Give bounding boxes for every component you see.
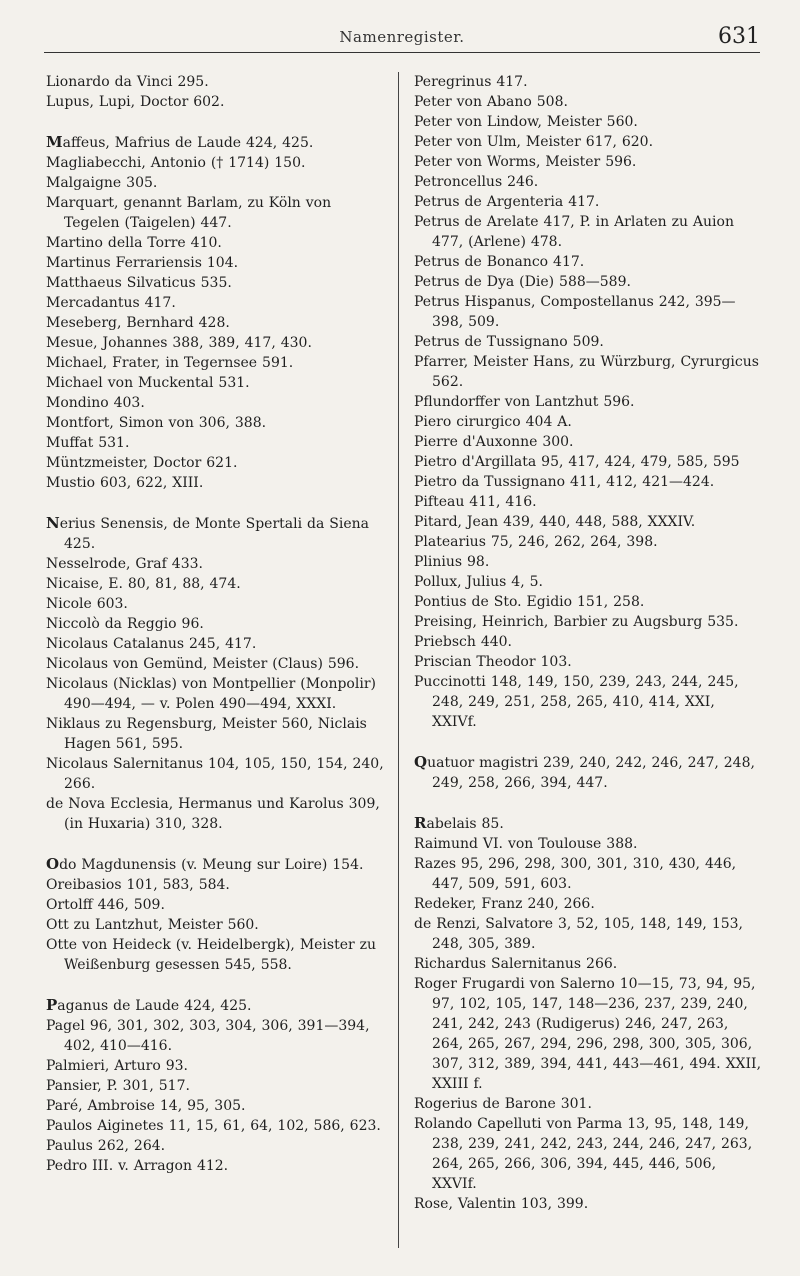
index-entry: Pagel 96, 301, 302, 303, 304, 306, 391—394, 402, 410—416. bbox=[46, 1018, 370, 1054]
index-entry: Magliabecchi, Antonio († 1714) 150. bbox=[46, 155, 306, 171]
index-column-left bbox=[46, 72, 384, 1176]
index-entry: Peter von Worms, Meister 596. bbox=[414, 154, 637, 170]
index-entry: Raimund VI. von Toulouse 388. bbox=[414, 836, 638, 852]
index-entry: Muffat 531. bbox=[46, 435, 130, 451]
section-gap bbox=[46, 975, 384, 995]
index-entry: Petrus de Arelate 417, P. in Arlaten zu Auion 477, (Arlene) 478. bbox=[414, 214, 734, 250]
index-entry: Rabelais 85. bbox=[414, 814, 504, 832]
column-divider bbox=[398, 72, 399, 1248]
index-entry: Petrus de Bonanco 417. bbox=[414, 254, 585, 270]
index-entry: Pifteau 411, 416. bbox=[414, 494, 537, 510]
index-entry: Petrus de Tussignano 509. bbox=[414, 334, 604, 350]
index-entry: Maffeus, Mafrius de Laude 424, 425. bbox=[46, 133, 314, 151]
index-column-right bbox=[414, 72, 764, 1214]
index-entry: Nicole 603. bbox=[46, 596, 128, 612]
index-entry: Lupus, Lupi, Doctor 602. bbox=[46, 94, 225, 110]
index-entry: Niklaus zu Regensburg, Meister 560, Niclais Hagen 561, 595. bbox=[46, 716, 367, 752]
index-entry: Martinus Ferrariensis 104. bbox=[46, 255, 239, 271]
index-entry: Mondino 403. bbox=[46, 395, 145, 411]
index-entry: Rolando Capelluti von Parma 13, 95, 148, 149, 238, 239, 241, 242, 243, 244, 246, 247, 263, 264, 265, 266, 306, 394, 445, 446, 506, XXVIf. bbox=[414, 1116, 753, 1192]
index-entry: Pietro da Tussignano 411, 412, 421—424. bbox=[414, 474, 715, 490]
index-entry: Marquart, genannt Barlam, zu Köln von Tegelen (Taigelen) 447. bbox=[46, 195, 332, 231]
page-header bbox=[44, 22, 760, 54]
index-entry: Montfort, Simon von 306, 388. bbox=[46, 415, 267, 431]
index-entry: Petroncellus 246. bbox=[414, 174, 539, 190]
index-entry: Puccinotti 148, 149, 150, 239, 243, 244, 245, 248, 249, 251, 258, 265, 410, 414, XXI, XXIVf. bbox=[414, 674, 739, 730]
index-entry: Martino della Torre 410. bbox=[46, 235, 222, 251]
index-entry: Mercadantus 417. bbox=[46, 295, 176, 311]
section-gap bbox=[414, 732, 764, 752]
index-entry: Pollux, Julius 4, 5. bbox=[414, 574, 543, 590]
index-entry: Matthaeus Silvaticus 535. bbox=[46, 275, 232, 291]
index-entry: Nicolaus von Gemünd, Meister (Claus) 596. bbox=[46, 656, 360, 672]
index-entry: Niccolò da Reggio 96. bbox=[46, 616, 204, 632]
index-entry: Pitard, Jean 439, 440, 448, 588, XXXIV. bbox=[414, 514, 696, 530]
index-entry: Ott zu Lantzhut, Meister 560. bbox=[46, 917, 259, 933]
index-entry: Richardus Salernitanus 266. bbox=[414, 956, 618, 972]
index-entry: Palmieri, Arturo 93. bbox=[46, 1058, 189, 1074]
index-entry: de Nova Ecclesia, Hermanus und Karolus 309, (in Huxaria) 310, 328. bbox=[46, 796, 380, 832]
index-entry: Rose, Valentin 103, 399. bbox=[414, 1196, 589, 1212]
index-entry: Pflundorffer von Lantzhut 596. bbox=[414, 394, 635, 410]
index-entry: Odo Magdunensis (v. Meung sur Loire) 154. bbox=[46, 855, 364, 873]
index-entry: Redeker, Franz 240, 266. bbox=[414, 896, 595, 912]
index-entry: Razes 95, 296, 298, 300, 301, 310, 430, 446, 447, 509, 591, 603. bbox=[414, 856, 737, 892]
page-number: 631 bbox=[718, 24, 760, 49]
index-entry: Ortolff 446, 509. bbox=[46, 897, 165, 913]
index-entry: Mesue, Johannes 388, 389, 417, 430. bbox=[46, 335, 312, 351]
index-entry: Peter von Lindow, Meister 560. bbox=[414, 114, 638, 130]
index-entry: Quatuor magistri 239, 240, 242, 246, 247, 248, 249, 258, 266, 394, 447. bbox=[414, 753, 755, 791]
index-entry: Nicaise, E. 80, 81, 88, 474. bbox=[46, 576, 241, 592]
running-title: Namenregister. bbox=[339, 28, 465, 46]
index-entry: Müntzmeister, Doctor 621. bbox=[46, 455, 238, 471]
index-entry: Petrus Hispanus, Compostellanus 242, 395—398, 509. bbox=[414, 294, 736, 330]
index-entry: Preising, Heinrich, Barbier zu Augsburg 535. bbox=[414, 614, 739, 630]
index-entry: Pierre d'Auxonne 300. bbox=[414, 434, 574, 450]
index-entry: Pfarrer, Meister Hans, zu Würzburg, Cyrurgicus 562. bbox=[414, 354, 759, 390]
index-entry: Peter von Ulm, Meister 617, 620. bbox=[414, 134, 654, 150]
index-entry: Plinius 98. bbox=[414, 554, 490, 570]
index-entry: Nicolaus Salernitanus 104, 105, 150, 154, 240, 266. bbox=[46, 756, 384, 792]
index-entry: Paré, Ambroise 14, 95, 305. bbox=[46, 1098, 246, 1114]
section-gap bbox=[414, 793, 764, 813]
index-entry: Pedro III. v. Arragon 412. bbox=[46, 1158, 229, 1174]
index-entry: Nerius Senensis, de Monte Spertali da Siena 425. bbox=[46, 514, 369, 552]
header-rule bbox=[44, 52, 760, 53]
index-entry: Otte von Heideck (v. Heidelbergk), Meister zu Weißenburg gesessen 545, 558. bbox=[46, 937, 377, 973]
index-entry: Piero cirurgico 404 A. bbox=[414, 414, 572, 430]
index-entry: Platearius 75, 246, 262, 264, 398. bbox=[414, 534, 658, 550]
index-entry: Petrus de Dya (Die) 588—589. bbox=[414, 274, 631, 290]
index-entry: Meseberg, Bernhard 428. bbox=[46, 315, 230, 331]
section-gap bbox=[46, 112, 384, 132]
index-entry: Mustio 603, 622, XIII. bbox=[46, 475, 204, 491]
index-entry: Petrus de Argenteria 417. bbox=[414, 194, 600, 210]
index-entry: Michael von Muckental 531. bbox=[46, 375, 250, 391]
index-entry: Roger Frugardi von Salerno 10—15, 73, 94, 95, 97, 102, 105, 147, 148—236, 237, 239, 240, 241, 242, 243 (Rudigerus) 246, 247, 263, 264, 265, 267, 294, 296, 298, 300, 305, 306, 307, 312, 389, 394, 441, 443—461, 494. XXII, XXIII f. bbox=[414, 976, 762, 1092]
index-entry: Rogerius de Barone 301. bbox=[414, 1096, 592, 1112]
index-entry: Nicolaus (Nicklas) von Montpellier (Monpolir) 490—494, — v. Polen 490—494, XXXI. bbox=[46, 676, 376, 712]
index-entry: Malgaigne 305. bbox=[46, 175, 158, 191]
index-entry: Paulos Aiginetes 11, 15, 61, 64, 102, 586, 623. bbox=[46, 1118, 381, 1134]
index-entry: Michael, Frater, in Tegernsee 591. bbox=[46, 355, 294, 371]
section-gap bbox=[46, 834, 384, 854]
index-entry: Lionardo da Vinci 295. bbox=[46, 74, 209, 90]
index-entry: Peregrinus 417. bbox=[414, 74, 528, 90]
index-entry: Pansier, P. 301, 517. bbox=[46, 1078, 190, 1094]
index-entry: Priebsch 440. bbox=[414, 634, 513, 650]
index-entry: Paganus de Laude 424, 425. bbox=[46, 996, 252, 1014]
index-entry: Pontius de Sto. Egidio 151, 258. bbox=[414, 594, 645, 610]
index-entry: Nicolaus Catalanus 245, 417. bbox=[46, 636, 257, 652]
index-entry: Nesselrode, Graf 433. bbox=[46, 556, 203, 572]
index-entry: Oreibasios 101, 583, 584. bbox=[46, 877, 230, 893]
index-entry: Paulus 262, 264. bbox=[46, 1138, 166, 1154]
index-entry: Peter von Abano 508. bbox=[414, 94, 568, 110]
index-entry: de Renzi, Salvatore 3, 52, 105, 148, 149, 153, 248, 305, 389. bbox=[414, 916, 744, 952]
index-entry: Pietro d'Argillata 95, 417, 424, 479, 585, 595 bbox=[414, 454, 740, 470]
section-gap bbox=[46, 493, 384, 513]
index-entry: Priscian Theodor 103. bbox=[414, 654, 572, 670]
